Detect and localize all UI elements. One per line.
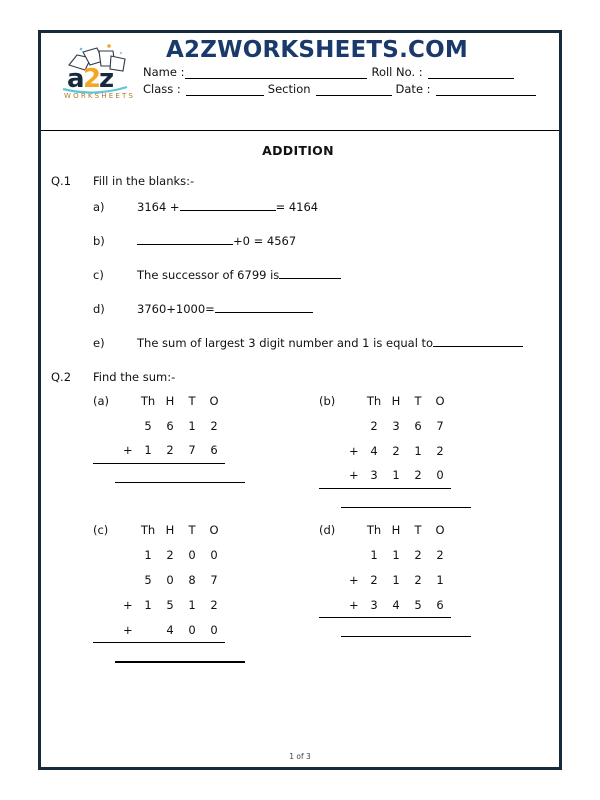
- digit-h: 2: [166, 548, 174, 562]
- digit-h: 4: [385, 593, 407, 618]
- operator-empty: [123, 568, 137, 593]
- place-value-header-th: Th: [140, 523, 156, 537]
- question-2-label: Q.2: [51, 370, 72, 384]
- operator-empty: [123, 413, 137, 438]
- question-2-prompt: Find the sum:-: [93, 370, 176, 384]
- sum-digit-row: [93, 568, 225, 593]
- roll-label: Roll No. :: [371, 65, 423, 79]
- operator-empty: [123, 543, 137, 568]
- item-d-blank[interactable]: [215, 302, 313, 313]
- digit-h: 6: [166, 418, 174, 433]
- operator-empty: [349, 413, 363, 438]
- item-d-pre: 3760+1000=: [137, 302, 215, 316]
- digit-o: 2: [210, 418, 218, 433]
- digit-t: 2: [407, 463, 429, 488]
- plus-operator: +: [123, 618, 137, 643]
- place-value-header-th: Th: [140, 393, 156, 408]
- row-indent: [93, 568, 123, 593]
- place-value-header-t: T: [414, 523, 422, 537]
- item-body-a: [137, 200, 545, 214]
- item-body-c: [137, 268, 545, 282]
- worksheet-header: [41, 33, 559, 131]
- place-value-header-h: H: [165, 523, 175, 537]
- plus-operator: +: [123, 438, 137, 463]
- plus-operator: +: [349, 573, 359, 587]
- digit-o: 6: [429, 593, 451, 618]
- sum-problem-tag: (b): [319, 393, 336, 408]
- place-value-header-o: O: [209, 393, 219, 408]
- digit-o: 0: [210, 548, 218, 562]
- sum-header-row: [319, 388, 451, 413]
- student-fields: [143, 63, 551, 96]
- item-letter-d: d): [93, 302, 105, 316]
- sum-operator-spacer: [123, 388, 137, 413]
- sum-digit-row: [93, 618, 225, 643]
- sum-table: [93, 388, 225, 464]
- item-letter-a: a): [93, 200, 105, 214]
- item-a-post: = 4164: [275, 200, 319, 214]
- item-body-e: [137, 336, 545, 350]
- digit-o: 6: [203, 438, 225, 463]
- plus-operator: +: [349, 463, 363, 488]
- digit-th: 1: [144, 598, 152, 612]
- plus-operator: +: [123, 598, 133, 612]
- digit-th: 5: [144, 573, 152, 587]
- place-value-header-t: T: [188, 523, 196, 537]
- digit-t: 1: [188, 598, 196, 612]
- digit-o: 0: [203, 618, 225, 643]
- sum-operator-spacer: [123, 518, 137, 543]
- row-indent: [93, 593, 123, 618]
- digit-t: 0: [181, 618, 203, 643]
- logo-graphic: [47, 39, 143, 101]
- row-indent: [93, 618, 123, 643]
- question-1-prompt: Fill in the blanks:-: [93, 174, 195, 188]
- field-row-class: [143, 82, 551, 96]
- sum-digit-row: [93, 593, 225, 618]
- sum-problem-b: [319, 388, 545, 512]
- row-indent: [319, 593, 349, 618]
- name-label: Name :: [143, 65, 185, 79]
- row-indent: [319, 413, 349, 438]
- row-indent: [319, 463, 349, 488]
- site-title: A2ZWORKSHEETS.COM: [166, 37, 468, 63]
- digit-th: 2: [370, 573, 378, 587]
- digit-o: 2: [210, 598, 218, 612]
- question-1-item-a: [51, 200, 545, 214]
- sum-problem-c: [93, 518, 319, 668]
- date-input[interactable]: [436, 85, 536, 96]
- item-b-post: +0 = 4567: [233, 234, 297, 248]
- digit-h: 1: [385, 463, 407, 488]
- svg-text:z: z: [99, 64, 115, 94]
- answer-line[interactable]: [115, 482, 245, 483]
- row-indent: [93, 438, 123, 463]
- question-1-item-e: [51, 336, 545, 350]
- item-letter-c: c): [93, 268, 104, 282]
- digit-o: 7: [436, 418, 444, 433]
- digit-t: 8: [188, 573, 196, 587]
- digit-t: 5: [407, 593, 429, 618]
- plus-operator: +: [349, 443, 359, 458]
- row-indent: [319, 568, 349, 593]
- item-c-blank[interactable]: [279, 268, 341, 279]
- question-1-label: Q.1: [51, 174, 72, 188]
- worksheet-content: [41, 131, 559, 667]
- question-1-heading: [51, 174, 545, 188]
- page-frame: [38, 30, 562, 770]
- sum-problem-tag: (d): [319, 523, 336, 537]
- sum-digit-row: [319, 413, 451, 438]
- sum-table: [319, 518, 451, 619]
- class-label: Class :: [143, 82, 181, 96]
- place-value-header-th: Th: [366, 523, 382, 537]
- sum-digit-row: [319, 463, 451, 488]
- digit-t: 2: [414, 573, 422, 587]
- item-a-pre: 3164 +: [137, 200, 180, 214]
- svg-text:WORKSHEETS: WORKSHEETS: [64, 92, 136, 100]
- digit-h: 5: [166, 598, 174, 612]
- place-value-header-h: H: [391, 393, 401, 408]
- digit-o: 7: [210, 573, 218, 587]
- sum-operator-spacer: [349, 388, 363, 413]
- sum-problems-grid: [51, 388, 545, 667]
- digit-t: 0: [188, 548, 196, 562]
- digit-h: 3: [392, 418, 400, 433]
- field-row-name: [143, 65, 551, 79]
- class-input[interactable]: [186, 85, 264, 96]
- digit-o: 2: [436, 548, 444, 562]
- digit-th: [137, 618, 159, 643]
- row-indent: [93, 413, 123, 438]
- sum-table: [93, 518, 225, 644]
- sum-digit-row: [93, 438, 225, 463]
- question-2-heading: [51, 370, 545, 384]
- place-value-header-o: O: [435, 393, 445, 408]
- sum-header-row: [93, 388, 225, 413]
- sum-header-row: [319, 518, 451, 543]
- digit-h: 1: [392, 573, 400, 587]
- place-value-header-o: O: [209, 523, 219, 537]
- operator-empty: [349, 543, 363, 568]
- digit-h: 0: [166, 573, 174, 587]
- sum-header-row: [93, 518, 225, 543]
- item-b-blank[interactable]: [137, 234, 233, 245]
- item-letter-e: e): [93, 336, 105, 350]
- digit-o: 0: [429, 463, 451, 488]
- sum-digit-row: [319, 568, 451, 593]
- digit-h: 1: [392, 548, 400, 562]
- plus-operator: +: [349, 593, 363, 618]
- a2z-logo: [47, 39, 143, 101]
- roll-no-input[interactable]: [428, 68, 514, 79]
- place-value-header-o: O: [435, 523, 445, 537]
- sum-table: [319, 388, 451, 489]
- digit-th: 1: [137, 438, 159, 463]
- digit-t: 7: [181, 438, 203, 463]
- name-input[interactable]: [185, 68, 367, 79]
- sum-problem-d: [319, 518, 545, 668]
- item-body-b: [137, 234, 545, 248]
- place-value-header-t: T: [188, 393, 196, 408]
- item-letter-b: b): [93, 234, 105, 248]
- digit-th: 3: [363, 463, 385, 488]
- date-label: Date :: [395, 82, 431, 96]
- answer-line[interactable]: [115, 661, 245, 663]
- digit-th: 5: [144, 418, 152, 433]
- answer-line[interactable]: [341, 636, 471, 637]
- digit-th: 4: [370, 443, 378, 458]
- row-indent: [319, 543, 349, 568]
- digit-h: 2: [392, 443, 400, 458]
- digit-h: 4: [159, 618, 181, 643]
- digit-th: 2: [370, 418, 378, 433]
- digit-t: 1: [414, 443, 422, 458]
- sum-digit-row: [319, 593, 451, 618]
- sum-problem-a: [93, 388, 319, 512]
- place-value-header-h: H: [391, 523, 401, 537]
- digit-h: 2: [159, 438, 181, 463]
- sum-digit-row: [319, 438, 451, 463]
- svg-text:a: a: [67, 64, 85, 94]
- svg-text:2: 2: [83, 64, 102, 94]
- page-footer: 1 of 3: [289, 752, 311, 761]
- item-body-d: [137, 302, 545, 316]
- row-indent: [319, 438, 349, 463]
- sum-digit-row: [319, 543, 451, 568]
- section-input[interactable]: [316, 85, 392, 96]
- digit-t: 1: [188, 418, 196, 433]
- item-c-pre: The successor of 6799 is: [137, 268, 280, 282]
- digit-o: 2: [436, 443, 444, 458]
- question-1-item-d: [51, 302, 545, 316]
- row-indent: [93, 543, 123, 568]
- digit-th: 1: [144, 548, 152, 562]
- sum-operator-spacer: [349, 518, 363, 543]
- digit-th: 1: [370, 548, 378, 562]
- sum-digit-row: [93, 543, 225, 568]
- item-a-blank[interactable]: [180, 200, 276, 211]
- question-1-item-b: [51, 234, 545, 248]
- item-e-blank[interactable]: [433, 336, 523, 347]
- worksheet-topic-title: ADDITION: [262, 143, 334, 158]
- place-value-header-t: T: [414, 393, 422, 408]
- question-1-item-c: [51, 268, 545, 282]
- digit-t: 6: [414, 418, 422, 433]
- sum-digit-row: [93, 413, 225, 438]
- digit-o: 1: [436, 573, 444, 587]
- answer-line[interactable]: [341, 507, 471, 508]
- digit-t: 2: [414, 548, 422, 562]
- place-value-header-th: Th: [366, 393, 382, 408]
- section-label: Section: [267, 82, 311, 96]
- digit-th: 3: [363, 593, 385, 618]
- header-body: [47, 63, 551, 130]
- item-e-pre: The sum of largest 3 digit number and 1 is equal to: [137, 336, 434, 350]
- place-value-header-h: H: [165, 393, 175, 408]
- sum-problem-tag: (c): [93, 523, 109, 537]
- sum-problem-tag: (a): [93, 393, 110, 408]
